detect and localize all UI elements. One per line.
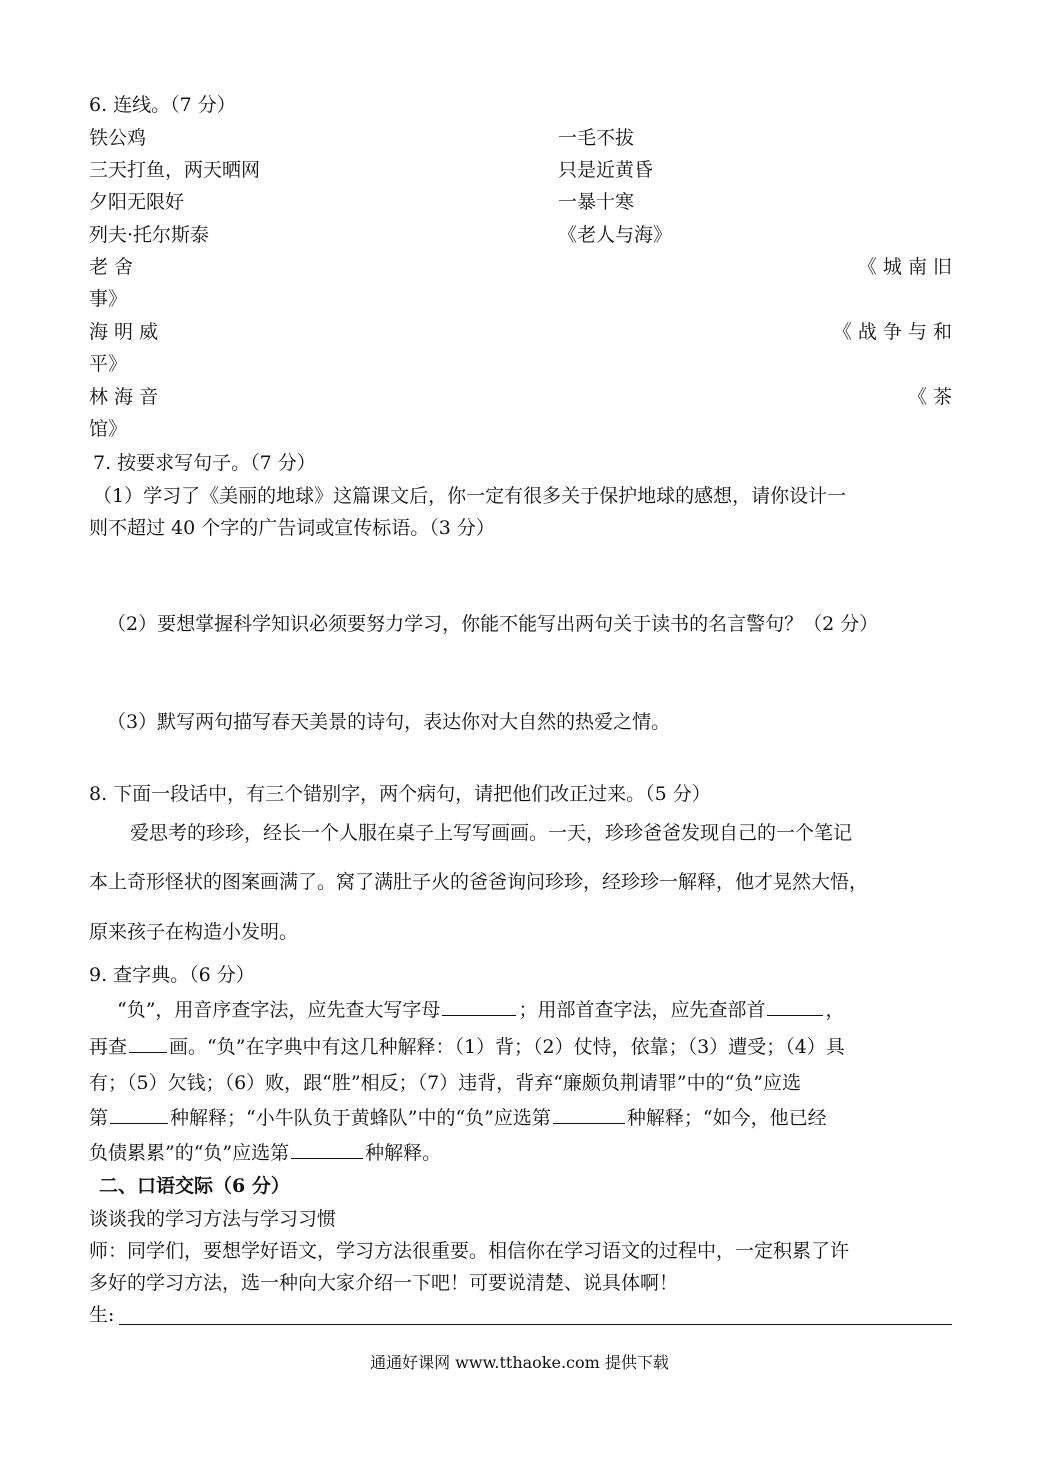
q9-text: ；用部首查字法，应先查部首 <box>518 999 766 1021</box>
answer-blank[interactable] <box>291 1140 363 1159</box>
q6-book-cont: 馆》 <box>89 418 128 440</box>
q7-part1-line1: （1）学习了《美丽的地球》这篇课文后，你一定有很多关于保护地球的感想，请你设计一 <box>93 485 847 507</box>
q7-part3: （3）默写两句描写春天美景的诗句，表达你对大自然的热爱之情。 <box>107 711 671 733</box>
footer: 通通好课网 www.tthaoke.com 提供下载 <box>370 1353 669 1372</box>
q8-paragraph-line: 本上奇形怪状的图案画满了。窝了满肚子火的爸爸询问珍珍，经珍珍一解释，他才晃然大悟， <box>89 871 869 893</box>
q9-text: 第 <box>89 1107 109 1129</box>
q6-right-item: 《老人与海》 <box>558 224 673 246</box>
q6-right-item: 只是近黄昏 <box>558 159 654 181</box>
answer-blank[interactable] <box>110 1105 168 1124</box>
q9-text: 种解释；“小牛队负于黄蜂队”中的“负”应选第 <box>170 1107 551 1129</box>
teacher-prompt-line: 多好的学习方法，选一种向大家介绍一下吧！可要说清楚、说具体啊！ <box>89 1272 679 1294</box>
q9-line <box>89 1140 441 1166</box>
q6-book-cont: 平》 <box>89 353 128 375</box>
q6-book: 《 茶 <box>907 386 952 408</box>
q6-author: 林 海 音 <box>89 386 159 408</box>
q7-part1-line2: 则不超过 40 个字的广告词或宣传标语。（3 分） <box>89 517 495 539</box>
student-label: 生: <box>89 1304 115 1326</box>
q6-book: 《 战 争 与 和 <box>832 321 952 343</box>
teacher-prompt-line: 师：同学们，要想学好语文，学习方法很重要。相信你在学习语文的过程中，一定积累了许 <box>89 1240 850 1262</box>
q6-right-item: 一暴十寒 <box>558 191 635 213</box>
q8-paragraph-line: 原来孩子在构造小发明。 <box>89 921 299 943</box>
q9-text: 种解释；“如今，他已经 <box>626 1107 827 1129</box>
q6-right-item: 一毛不拔 <box>558 127 635 149</box>
q9-line: 有；（5）欠钱；（6）败，跟“胜”相反；（7）违背，背弃“廉颇负荆请罪”中的“负”应选 <box>89 1072 802 1094</box>
q8-paragraph-line: 爱思考的珍珍，经长一个人服在桌子上写写画画。一天，珍珍爸爸发现自己的一个笔记 <box>130 822 853 844</box>
student-answer-line[interactable] <box>119 1324 952 1325</box>
q9-text: 种解释。 <box>365 1142 442 1164</box>
q6-book-cont: 事》 <box>89 288 128 310</box>
q9-title: 9. 查字典。（6 分） <box>89 964 255 986</box>
q6-title: 6. 连线。（7 分） <box>89 94 236 116</box>
q9-line <box>89 1034 845 1060</box>
answer-blank[interactable] <box>442 997 516 1016</box>
q6-book: 《 城 南 旧 <box>857 256 952 278</box>
answer-blank[interactable] <box>767 997 823 1016</box>
section2-title: 二、口语交际（6 分） <box>99 1175 290 1197</box>
answer-blank[interactable] <box>553 1105 625 1124</box>
q6-author: 老 舍 <box>89 256 134 278</box>
q9-line <box>89 1105 827 1131</box>
q9-text: 负债累累”的“负”应选第 <box>89 1142 290 1164</box>
q7-part2: （2）要想掌握科学知识必须要努力学习，你能不能写出两句关于读书的名言警句？（2 分） <box>107 613 879 635</box>
q9-text: “负”，用音序查字法，应先查大写字母 <box>117 999 441 1021</box>
q9-text: 画。“负”在字典中有这几种解释：（1）背；（2）仗恃，依靠；（3）遭受；（4）具 <box>169 1036 845 1058</box>
q9-text: 再查 <box>89 1036 128 1058</box>
q9-line <box>117 997 844 1023</box>
q6-left-item: 夕阳无限好 <box>89 191 185 213</box>
q6-left-item: 铁公鸡 <box>89 127 147 149</box>
section2-topic: 谈谈我的学习方法与学习习惯 <box>89 1208 337 1230</box>
q6-left-item: 三天打鱼，两天晒网 <box>89 159 261 181</box>
q6-author: 海 明 威 <box>89 321 159 343</box>
q7-title: 7. 按要求写句子。（7 分） <box>93 452 316 474</box>
q8-title: 8. 下面一段话中，有三个错别字，两个病句，请把他们改正过来。（5 分） <box>89 783 711 805</box>
q6-left-item: 列夫·托尔斯泰 <box>89 224 210 246</box>
q9-text: ， <box>825 999 845 1021</box>
answer-blank[interactable] <box>129 1034 167 1053</box>
